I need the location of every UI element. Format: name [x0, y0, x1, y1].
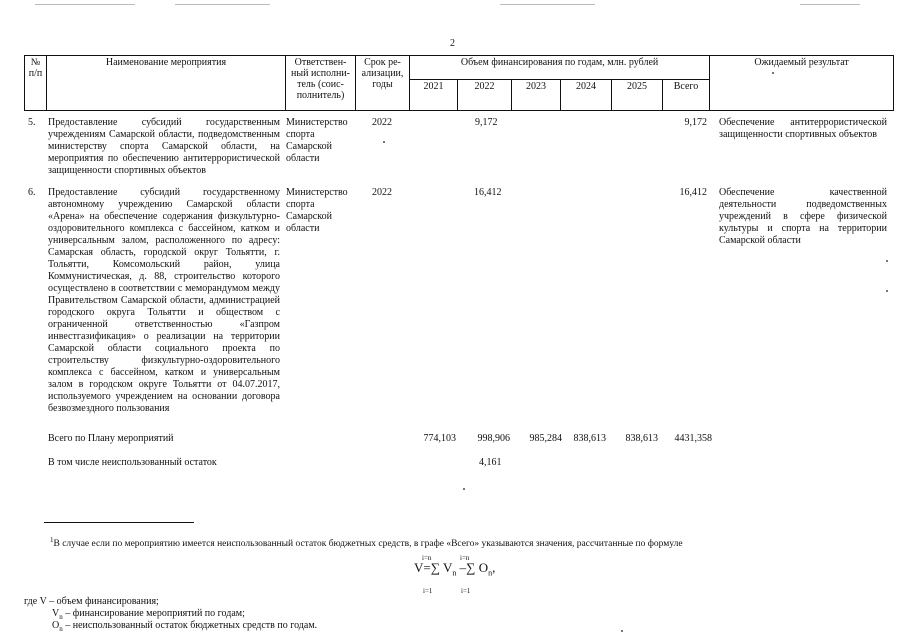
page-number: 2 — [450, 38, 455, 49]
scan-speck — [383, 141, 385, 143]
v-def-sub: n — [59, 613, 63, 621]
formula-o: O — [478, 560, 489, 575]
row-6-num: 6. — [28, 187, 36, 198]
scan-speck — [886, 290, 888, 292]
formula-upper-1: i=n — [422, 554, 432, 562]
scan-speck — [886, 260, 888, 262]
header-year-2023: 2023 — [512, 80, 561, 111]
o-def-text: – неиспользованный остаток бюджетных средств по годам. — [62, 620, 318, 631]
row-5-num: 5. — [28, 117, 36, 128]
row-6-total: 16,412 — [679, 187, 707, 198]
o-def-symbol: O — [52, 620, 60, 631]
unused-label: В том числе неиспользованный остаток — [48, 457, 217, 468]
header-executor: Ответствен-ный исполни-тель (соис-полнитель) — [286, 56, 356, 111]
totals-total: 4431,358 — [674, 433, 712, 444]
footnote-where: где V – объем финансирования; — [24, 596, 159, 607]
totals-2022: 998,906 — [477, 433, 510, 444]
header-year-2025: 2025 — [612, 80, 663, 111]
row-5-executor: Министерство спорта Самарской области — [286, 117, 348, 164]
header-num: № п/п — [25, 56, 47, 111]
row-6-result: Обеспечение качественной деятельности подведомственных учреждений в сфере физической культуры и спорта на территории Самарской области — [719, 187, 887, 246]
formula-o-sub: n — [488, 568, 493, 578]
row-5-total: 9,172 — [684, 117, 707, 128]
formula-v-sub: n — [452, 568, 457, 578]
formula-lhs: V= — [414, 560, 431, 575]
formula-lower-1: i=1 — [423, 587, 433, 595]
header-year-2024: 2024 — [561, 80, 612, 111]
scan-speck — [621, 630, 623, 632]
footnote-text — [50, 534, 900, 550]
formula-v: V — [443, 560, 453, 575]
header-name: Наименование мероприятия — [47, 56, 286, 111]
row-5-term: 2022 — [372, 117, 392, 128]
formula-minus: – — [456, 560, 467, 575]
header-funding-group: Объем финансирования по годам, млн. рублей — [410, 56, 710, 80]
scan-edge-line — [35, 4, 135, 5]
header-table — [24, 55, 894, 111]
row-6-2022: 16,412 — [474, 187, 502, 198]
scan-edge-line — [175, 4, 270, 5]
scan-speck — [463, 488, 465, 490]
footnote-rule — [44, 522, 194, 523]
o-def-sub: n — [59, 625, 63, 633]
footnote-marker: 1 — [50, 536, 54, 544]
totals-2024: 838,613 — [573, 433, 606, 444]
formula-sum-1: ∑ — [430, 560, 441, 575]
formula-lower-2: i=1 — [461, 587, 471, 595]
formula-tail: , — [492, 560, 496, 575]
footnote-o-definition — [52, 620, 317, 635]
row-5-2022: 9,172 — [475, 117, 498, 128]
footnote-body: В случае если по мероприятию имеется неиспользованный остаток бюджетных средств, в графе «Всего» указываются значения, рассчитанные по формуле — [53, 539, 683, 550]
totals-label: Всего по Плану мероприятий — [48, 433, 174, 444]
scan-edge-line — [500, 4, 595, 5]
v-def-text: – финансирование мероприятий по годам; — [62, 608, 245, 619]
row-6-executor: Министерство спорта Самарской области — [286, 187, 348, 234]
totals-2025: 838,613 — [625, 433, 658, 444]
scan-speck — [772, 72, 774, 74]
header-total: Всего — [663, 80, 710, 111]
row-5-result: Обеспечение антитеррористической защищенности спортивных объектов — [719, 117, 887, 140]
row-6-term: 2022 — [372, 187, 392, 198]
scan-edge-line — [800, 4, 860, 5]
header-term: Срок ре-ализации, годы — [356, 56, 410, 111]
header-year-2022: 2022 — [458, 80, 512, 111]
formula-sum-2: ∑ — [466, 560, 476, 575]
v-def-symbol: V — [52, 608, 60, 619]
totals-2021: 774,103 — [423, 433, 456, 444]
formula-upper-2: i=n — [460, 554, 470, 562]
row-6-name: Предоставление субсидий государственному автономному учреждению Самарской области «Арена» на обеспечение содержания физкультурно-оздоровительного комплекса с бассейном, катком и универсальным залом, расположенного по адресу: Самарская область, городской округ Тольятти, г. Тольятти, Комсомольский район, улица Коммунистическая, д. 88, строительство которого осуществлено в соответствии с меморандумом между Правительством Самарской области, администрацией городского округа Тольятти и обществом с ограниченной ответственностью «Газпром инвестгазификация» о реализации на территории Самарской области социального проекта по строительству физкультурно-оздоровительного комплекса с бассейном, катком и универсальным залом в городском округе Тольятти от 04.07.2017, используемого учреждением на основании договора безвозмездного пользования — [48, 187, 280, 414]
header-year-2021: 2021 — [410, 80, 458, 111]
unused-2022: 4,161 — [479, 457, 502, 468]
formula — [414, 554, 496, 595]
row-5-name: Предоставление субсидий государственным учреждениям Самарской области, подведомственным министерству спорта Самарской области, на мероприятия по обеспечению антитеррористической защищенности спортивных объектов — [48, 117, 280, 176]
totals-2023: 985,284 — [529, 433, 562, 444]
header-result: Ожидаемый результат — [710, 56, 894, 111]
